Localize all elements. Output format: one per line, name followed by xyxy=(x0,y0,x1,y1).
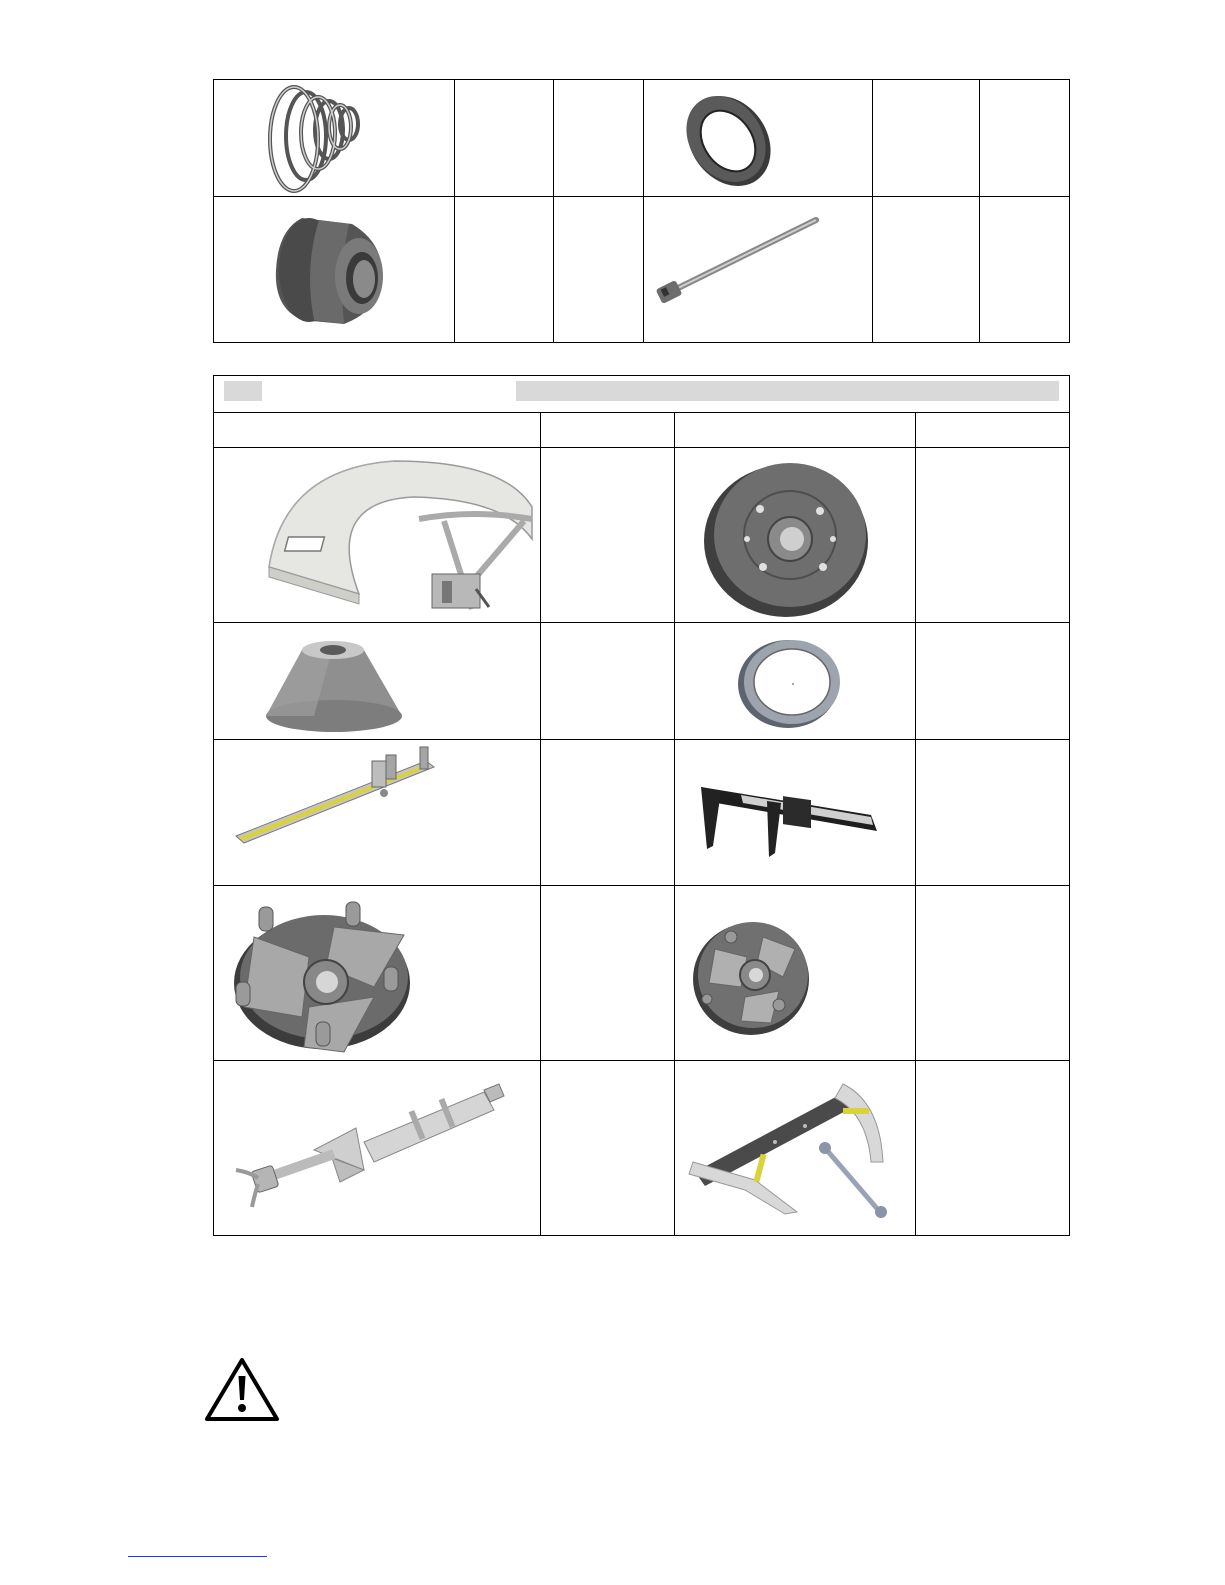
empty-cell xyxy=(541,448,675,623)
section-title-cell xyxy=(214,376,1070,413)
empty-cell xyxy=(916,740,1070,886)
warning-icon xyxy=(204,1356,280,1422)
column-header xyxy=(675,413,916,448)
pressure-cup-icon xyxy=(214,198,454,342)
part-image-cell xyxy=(675,448,916,623)
column-header xyxy=(541,413,675,448)
empty-cell xyxy=(916,886,1070,1061)
wheel-guard-icon xyxy=(214,449,540,622)
empty-cell xyxy=(455,80,554,197)
empty-cell xyxy=(541,623,675,740)
centering-cone-icon xyxy=(214,624,540,739)
part-image-cell xyxy=(214,886,541,1061)
quick-release-shaft-icon xyxy=(214,1062,540,1235)
table-header-band xyxy=(214,376,1070,413)
table-row xyxy=(214,623,1070,740)
motorcycle-adapter-arm-icon xyxy=(675,1062,915,1235)
header-shade-right xyxy=(516,381,1059,401)
universal-adapter-plate-icon xyxy=(675,887,915,1060)
column-header-row xyxy=(214,413,1070,448)
part-image-cell xyxy=(214,197,455,343)
three-pin-adapter-plate-icon xyxy=(214,887,540,1060)
empty-cell xyxy=(916,448,1070,623)
parts-table-upper xyxy=(213,79,1070,343)
empty-cell xyxy=(980,197,1070,343)
table-row xyxy=(214,740,1070,886)
empty-cell xyxy=(916,1061,1070,1236)
threaded-shaft-icon xyxy=(644,198,872,342)
column-header xyxy=(916,413,1070,448)
flange-disc-icon xyxy=(675,449,915,622)
caliper-icon xyxy=(675,741,915,885)
empty-cell xyxy=(873,80,980,197)
part-image-cell xyxy=(214,740,541,886)
part-image-cell xyxy=(675,1061,916,1236)
spacer-ring-icon xyxy=(675,624,915,739)
part-image-cell xyxy=(214,80,455,197)
empty-cell xyxy=(541,740,675,886)
empty-cell xyxy=(916,623,1070,740)
table-row xyxy=(214,1061,1070,1236)
table-row xyxy=(214,886,1070,1061)
part-image-cell xyxy=(675,886,916,1061)
table-row xyxy=(214,80,1070,197)
part-image-cell xyxy=(644,197,873,343)
part-image-cell xyxy=(214,623,541,740)
empty-cell xyxy=(541,1061,675,1236)
part-image-cell xyxy=(644,80,873,197)
empty-cell xyxy=(554,80,644,197)
part-image-cell xyxy=(214,1061,541,1236)
empty-cell xyxy=(455,197,554,343)
empty-cell xyxy=(554,197,644,343)
footer-link-underline[interactable] xyxy=(128,1556,267,1557)
parts-table-accessories xyxy=(213,375,1070,1236)
part-image-cell xyxy=(675,623,916,740)
part-image-cell xyxy=(675,740,916,886)
conical-spring-icon xyxy=(214,81,454,196)
column-header xyxy=(214,413,541,448)
header-shade-left xyxy=(224,381,262,401)
table-row xyxy=(214,448,1070,623)
part-image-cell xyxy=(214,448,541,623)
empty-cell xyxy=(980,80,1070,197)
rim-width-gauge-icon xyxy=(214,741,540,885)
empty-cell xyxy=(873,197,980,343)
table-row xyxy=(214,197,1070,343)
empty-cell xyxy=(541,886,675,1061)
rubber-ring-icon xyxy=(644,81,872,196)
